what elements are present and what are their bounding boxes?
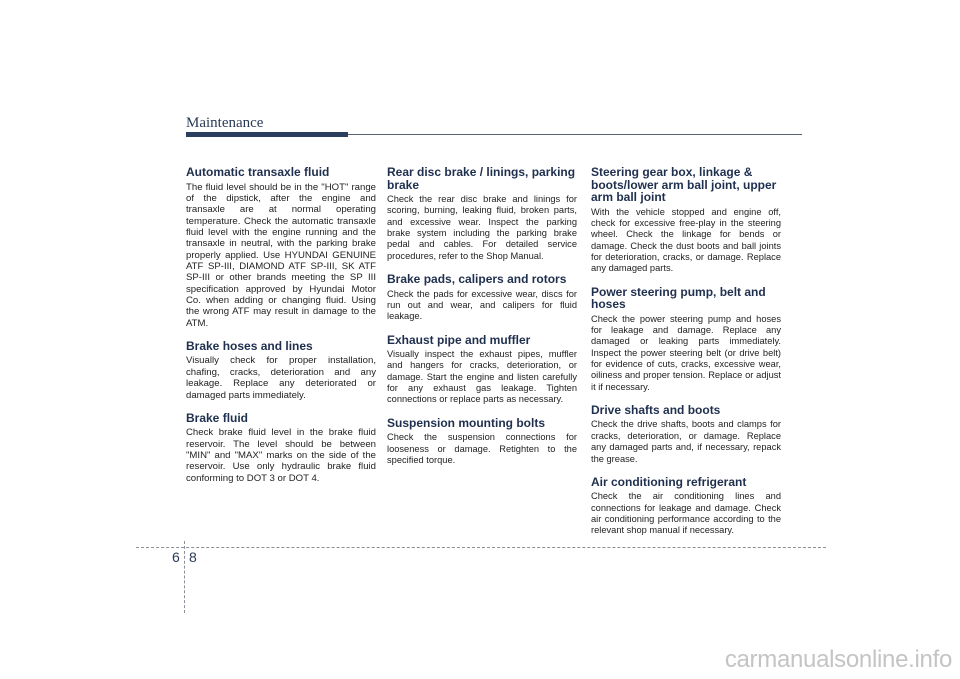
section-number: 6	[172, 549, 180, 565]
section-heading: Drive shafts and boots	[591, 402, 721, 417]
section	[186, 166, 376, 329]
column-2	[387, 166, 577, 477]
section-heading: Brake hoses and lines	[186, 338, 313, 353]
section	[387, 166, 577, 262]
section-body: Check the power steering pump and hoses for leakage and damage. Replace any damaged or leaking parts immediately. Inspect the power steering belt (or drive belt) for evidence of cuts, cracks, excessive wear, oiliness and proper tension. Replace or adjust it if necessary.	[591, 313, 781, 392]
section-body: Check the air conditioning lines and connections for leakage and damage. Check air conditioning performance according to the relevant shop manual if necessary.	[591, 491, 781, 536]
section-heading: Rear disc brake / linings, parking brake	[387, 165, 576, 192]
section-heading: Steering gear box, linkage & boots/lower arm ball joint, upper arm ball joint	[591, 165, 777, 204]
header-rule-accent	[186, 132, 348, 137]
section-heading: Automatic transaxle fluid	[186, 165, 330, 179]
section	[591, 166, 781, 275]
section-heading: Brake pads, calipers and rotors	[387, 272, 567, 287]
section-body: Check brake fluid level in the brake fluid reservoir. The level should be between "MIN" and "MAX" marks on the side of the reservoir. Use only hydraulic brake fluid conforming to DOT 3 or DOT 4.	[186, 427, 376, 484]
section-body: Check the rear disc brake and linings for scoring, burning, leaking fluid, broken parts, and excessive wear. Inspect the parking brake system including the parking brake pedal and cables. For detailed service procedures, refer to the Shop Manual.	[387, 194, 577, 261]
section-heading: Exhaust pipe and muffler	[387, 332, 531, 347]
section-body: Visually check for proper installation, chafing, cracks, deterioration and any leakage. Replace any deteriorated or damaged parts immediately.	[186, 355, 376, 401]
section	[591, 404, 781, 465]
section	[591, 476, 781, 537]
section	[387, 334, 577, 406]
section-body: With the vehicle stopped and engine off, check for excessive free-play in the steering wheel. Check the linkage for bends or damage. Check the dust boots and ball joints for deterioration, cracks, or damage. Replace any damaged parts.	[591, 206, 781, 274]
page-number: 8	[189, 549, 197, 565]
section-heading: Power steering pump, belt and hoses	[591, 284, 766, 312]
footer-divider	[184, 541, 185, 613]
footer-rule	[136, 547, 826, 548]
page-header-title: Maintenance	[186, 115, 264, 131]
section-body: Check the pads for excessive wear, discs for run out and wear, and calipers for fluid leakage.	[387, 288, 577, 322]
section	[387, 273, 577, 323]
section	[387, 417, 577, 467]
column-1	[186, 166, 376, 495]
column-3	[591, 166, 781, 548]
section	[591, 286, 781, 393]
section-body: Check the suspension connections for looseness or damage. Retighten to the specified torque.	[387, 432, 577, 465]
section-body: The fluid level should be in the "HOT" range of the dipstick, after the engine and transaxle are at normal operating temperature. Check the automatic transaxle fluid level with the engine running and the transaxle in neutral, with the parking brake properly applied. Use HYUNDAI GENUINE ATF SP-III, DIAMOND ATF SP-III, SK ATF SP-III or other brands meeting the SP III specification approved by Hyundai Motor Co. when adding or changing fluid. Using the wrong ATF may result in damage to the ATM.	[186, 181, 376, 329]
section-heading: Brake fluid	[186, 410, 249, 425]
section-heading: Suspension mounting bolts	[387, 415, 545, 430]
section	[186, 340, 376, 401]
section-body: Visually inspect the exhaust pipes, muffler and hangers for cracks, deterioration, or damage. Start the engine and listen carefully for any exhaust gas leakage. Tighten connections or replace parts as necessary.	[387, 349, 577, 405]
section-heading: Air conditioning refrigerant	[591, 474, 747, 489]
watermark: carmanualsonline.info	[724, 646, 952, 673]
section	[186, 412, 376, 484]
section-body: Check the drive shafts, boots and clamps for cracks, deterioration, or damage. Replace any damaged parts and, if necessary, repack the grease.	[591, 419, 781, 464]
